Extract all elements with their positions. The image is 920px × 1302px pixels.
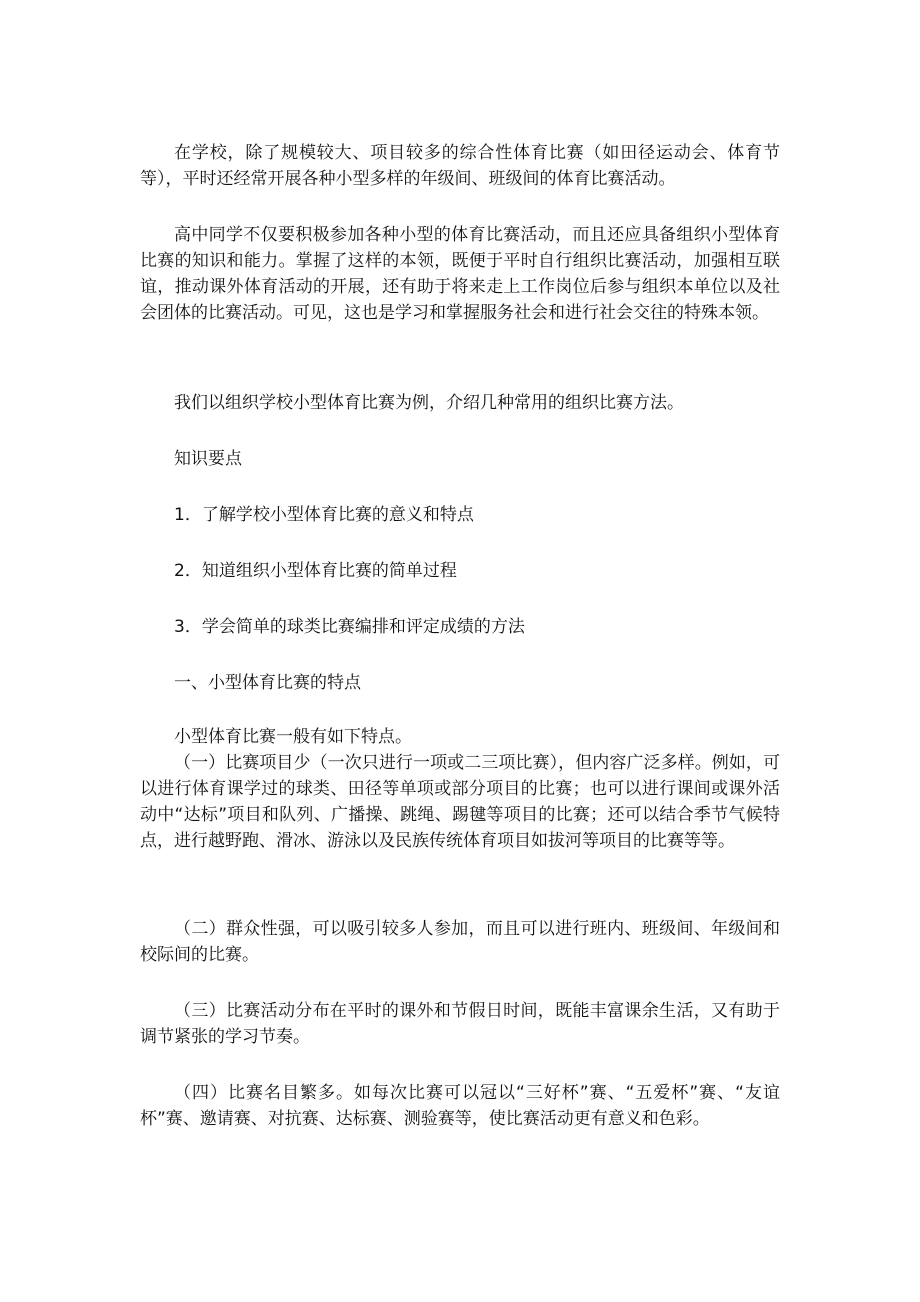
section-1-heading: 一、小型体育比赛的特点 <box>174 673 361 693</box>
features-intro: 小型体育比赛一般有如下特点。 <box>174 727 412 747</box>
knowledge-point-3: 3．学会简单的球类比赛编排和评定成绩的方法 <box>174 617 525 637</box>
feature-paragraph-1: （一）比赛项目少（一次只进行一项或二三项比赛），但内容广泛多样。例如，可以进行体育课学过的球类、田径等单项或部分项目的比赛；也可以进行课间或课外活动中“达标”项目和队列、广播操、跳绳、踢毽等项目的比赛；还可以结合季节气候特点，进行越野跑、滑冰、游泳以及民族传统体育项目如拔河等项目的比赛等等。 <box>140 753 780 851</box>
intro-paragraph-3: 我们以组织学校小型体育比赛为例，介绍几种常用的组织比赛方法。 <box>174 393 684 413</box>
intro-paragraph-1: 在学校，除了规模较大、项目较多的综合性体育比赛（如田径运动会、体育节等），平时还经常开展各种小型多样的年级间、班级间的体育比赛活动。 <box>140 143 780 189</box>
intro-paragraph-2: 高中同学不仅要积极参加各种小型的体育比赛活动，而且还应具备组织小型体育比赛的知识和能力。掌握了这样的本领，既便于平时自行组织比赛活动，加强相互联谊，推动课外体育活动的开展，还有助于将来走上工作岗位后参与组织本单位以及社会团体的比赛活动。可见，这也是学习和掌握服务社会和进行社会交往的特殊本领。 <box>140 225 780 323</box>
feature-paragraph-4: （四）比赛名目繁多。如每次比赛可以冠以“三好杯”赛、“五爱杯”赛、“友谊杯”赛、邀请赛、对抗赛、达标赛、测验赛等，使比赛活动更有意义和色彩。 <box>140 1083 780 1129</box>
knowledge-point-1: 1．了解学校小型体育比赛的意义和特点 <box>174 505 474 525</box>
knowledge-heading: 知识要点 <box>174 449 242 469</box>
feature-paragraph-3: （三）比赛活动分布在平时的课外和节假日时间，既能丰富课余生活，又有助于调节紧张的学习节奏。 <box>140 1001 780 1047</box>
knowledge-point-2: 2．知道组织小型体育比赛的简单过程 <box>174 561 457 581</box>
feature-paragraph-2: （二）群众性强，可以吸引较多人参加，而且可以进行班内、班级间、年级间和校际间的比赛。 <box>140 919 780 965</box>
